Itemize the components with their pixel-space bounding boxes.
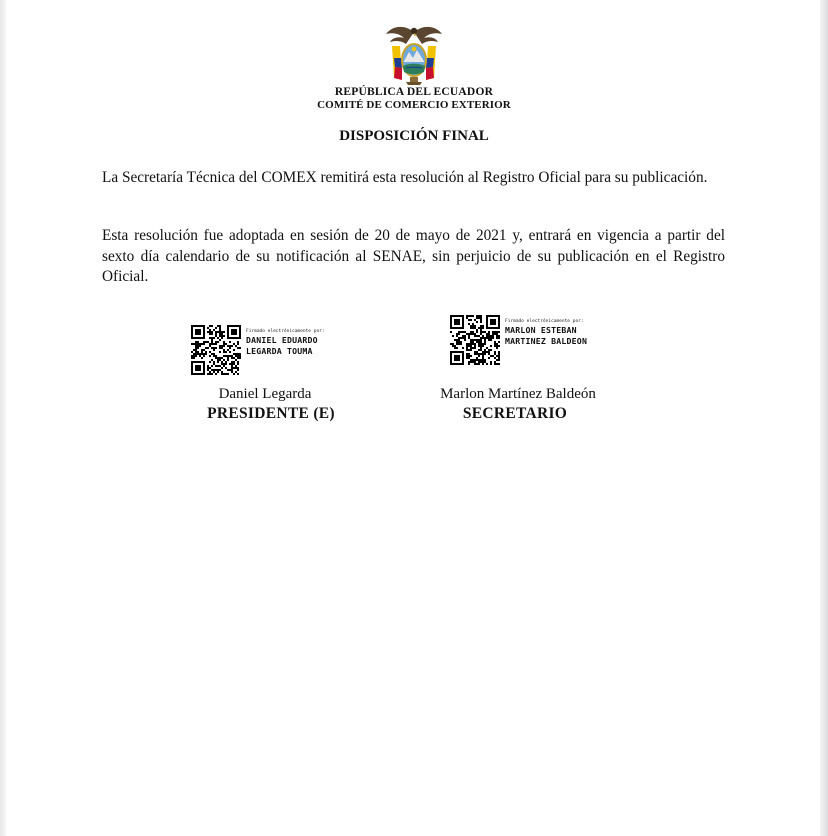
electronic-signature-stamp <box>191 325 325 375</box>
stamp-signer-line: MARLON ESTEBAN <box>505 325 577 335</box>
qr-code-icon <box>191 325 241 375</box>
qr-code-icon <box>450 315 500 365</box>
document-header <box>0 22 828 112</box>
signer-role: PRESIDENTE (E) <box>207 405 335 422</box>
stamp-signer-line: DANIEL EDUARDO <box>246 335 318 345</box>
signer-name: Marlon Martínez Baldeón <box>440 386 596 402</box>
stamp-caption: Firmado electrónicamente por: <box>246 329 325 334</box>
section-title: DISPOSICIÓN FINAL <box>339 128 489 144</box>
header-committee: COMITÉ DE COMERCIO EXTERIOR <box>317 99 511 111</box>
stamp-text <box>246 329 325 356</box>
stamp-signer-line: MARTINEZ BALDEON <box>505 335 588 346</box>
signer-role: SECRETARIO <box>462 405 568 422</box>
stamp-text <box>505 319 587 346</box>
coat-of-arms-icon <box>384 22 444 86</box>
signer-name: Daniel Legarda <box>218 386 312 402</box>
paragraph: Esta resolución fue adoptada en sesión de 20 de mayo de 2021 y, entrará en vigencia a partir del sexto día calendario de su notificación al SENAE, sin perjuicio de su publicación en el Registro Oficial. <box>102 227 725 285</box>
paragraph: La Secretaría Técnica del COMEX remitirá esta resolución al Registro Oficial para su publicación. <box>102 169 708 186</box>
page-edge-right <box>820 0 828 836</box>
stamp-caption: Firmado electrónicamente por: <box>505 319 584 324</box>
stamp-signer-line: LEGARDA TOUMA <box>246 345 313 356</box>
electronic-signature-stamp <box>450 315 587 365</box>
header-country: REPÚBLICA DEL ECUADOR <box>334 86 494 98</box>
